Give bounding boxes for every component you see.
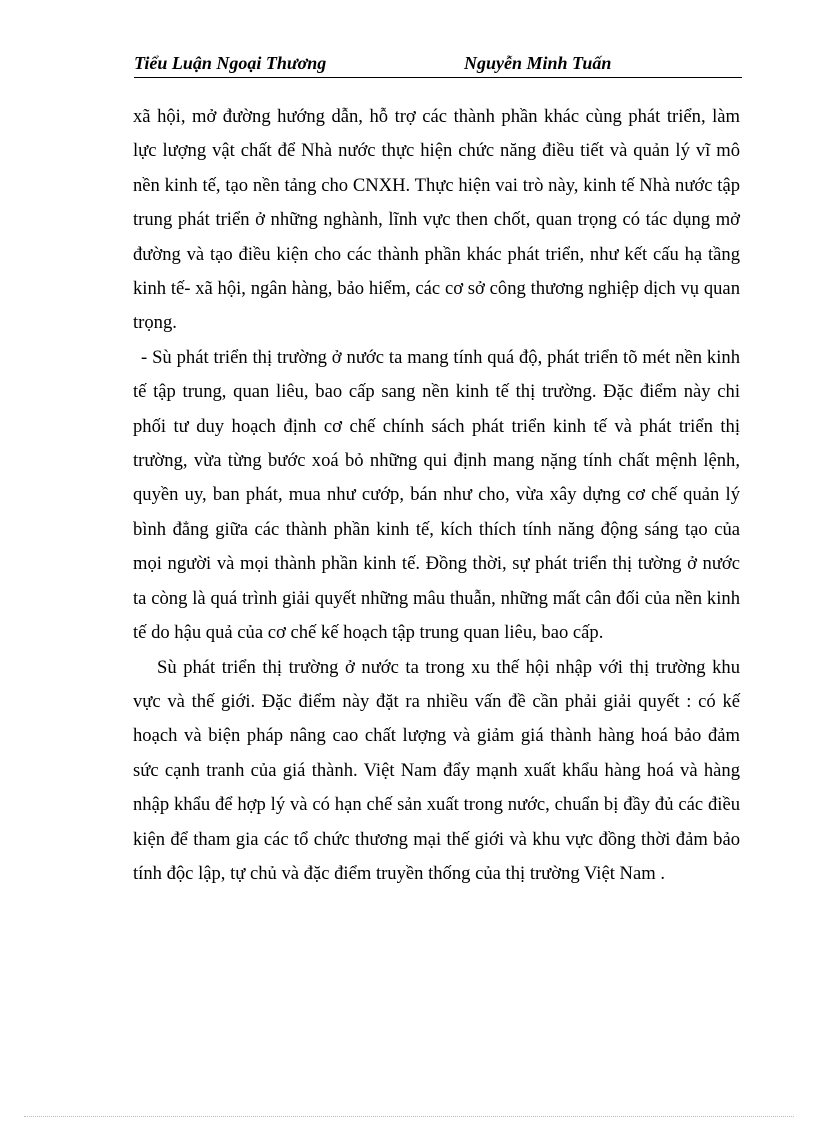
- paragraph-1: xã hội, mở đường hướng dẫn, hỗ trợ các thành phần khác cùng phát triển, làm lực lượng vật chất để Nhà nước thực hiện chức năng điều tiết và quản lý vĩ mô nền kinh tế, tạo nền tảng cho CNXH. Thực hiện vai trò này, kinh tế Nhà nước tập trung phát triển ở những nghành, lĩnh vực then chốt, quan trọng có tác dụng mở đường và tạo điều kiện cho các thành phần khác phát triển, như kết cấu hạ tầng kinh tế- xã hội, ngân hàng, bảo hiểm, các cơ sở công thương nghiệp dịch vụ quan trọng.: [133, 106, 740, 334]
- page-header: [134, 53, 742, 78]
- document-title: Tiểu Luận Ngoại Thương: [134, 53, 327, 73]
- paragraph-2: - Sù phát triển thị trường ở nước ta mang tính quá độ, phát triển tõ mét nền kinh tế tập trung, quan liêu, bao cấp sang nền kinh tế thị trường. Đặc điểm này chi phối tư duy hoạch định cơ chế chính sách phát triển kinh tế và phát triển thị trường, vừa từng bước xoá bỏ những qui định mang nặng tính chất mệnh lệnh, quyền uy, ban phát, mua như cướp, bán như cho, vừa xây dựng cơ chế quản lý bình đẳng giữa các thành phần kinh tế, kích thích tính năng động sáng tạo của mọi người và mọi thành phần kinh tế. Đồng thời, sự phát triển thị tường ở nước ta còng là quá trình giải quyết những mâu thuẫn, những mất cân đối của nền kinh tế do hậu quả của cơ chế kế hoạch tập trung quan liêu, bao cấp.: [133, 346, 740, 644]
- footer-divider: [24, 1116, 794, 1117]
- paragraph-3: Sù phát triển thị trường ở nước ta trong xu thế hội nhập với thị trường khu vực và thế giới. Đặc điểm này đặt ra nhiều vấn đề cần phải giải quyết : có kế hoạch và biện pháp nâng cao chất lượng và giảm giá thành hàng hoá bảo đảm sức cạnh tranh của giá thành. Việt Nam đẩy mạnh xuất khẩu hàng hoá và hàng nhập khẩu để hợp lý và có hạn chế sản xuất trong nước, chuẩn bị đầy đủ các điều kiện để tham gia các tổ chức thương mại thế giới và khu vực đồng thời đảm bảo tính độc lập, tự chủ và đặc điểm truyền thống của thị trường Việt Nam .: [133, 656, 740, 884]
- document-body: [133, 100, 740, 891]
- author-name: Nguyễn Minh Tuấn: [464, 53, 612, 73]
